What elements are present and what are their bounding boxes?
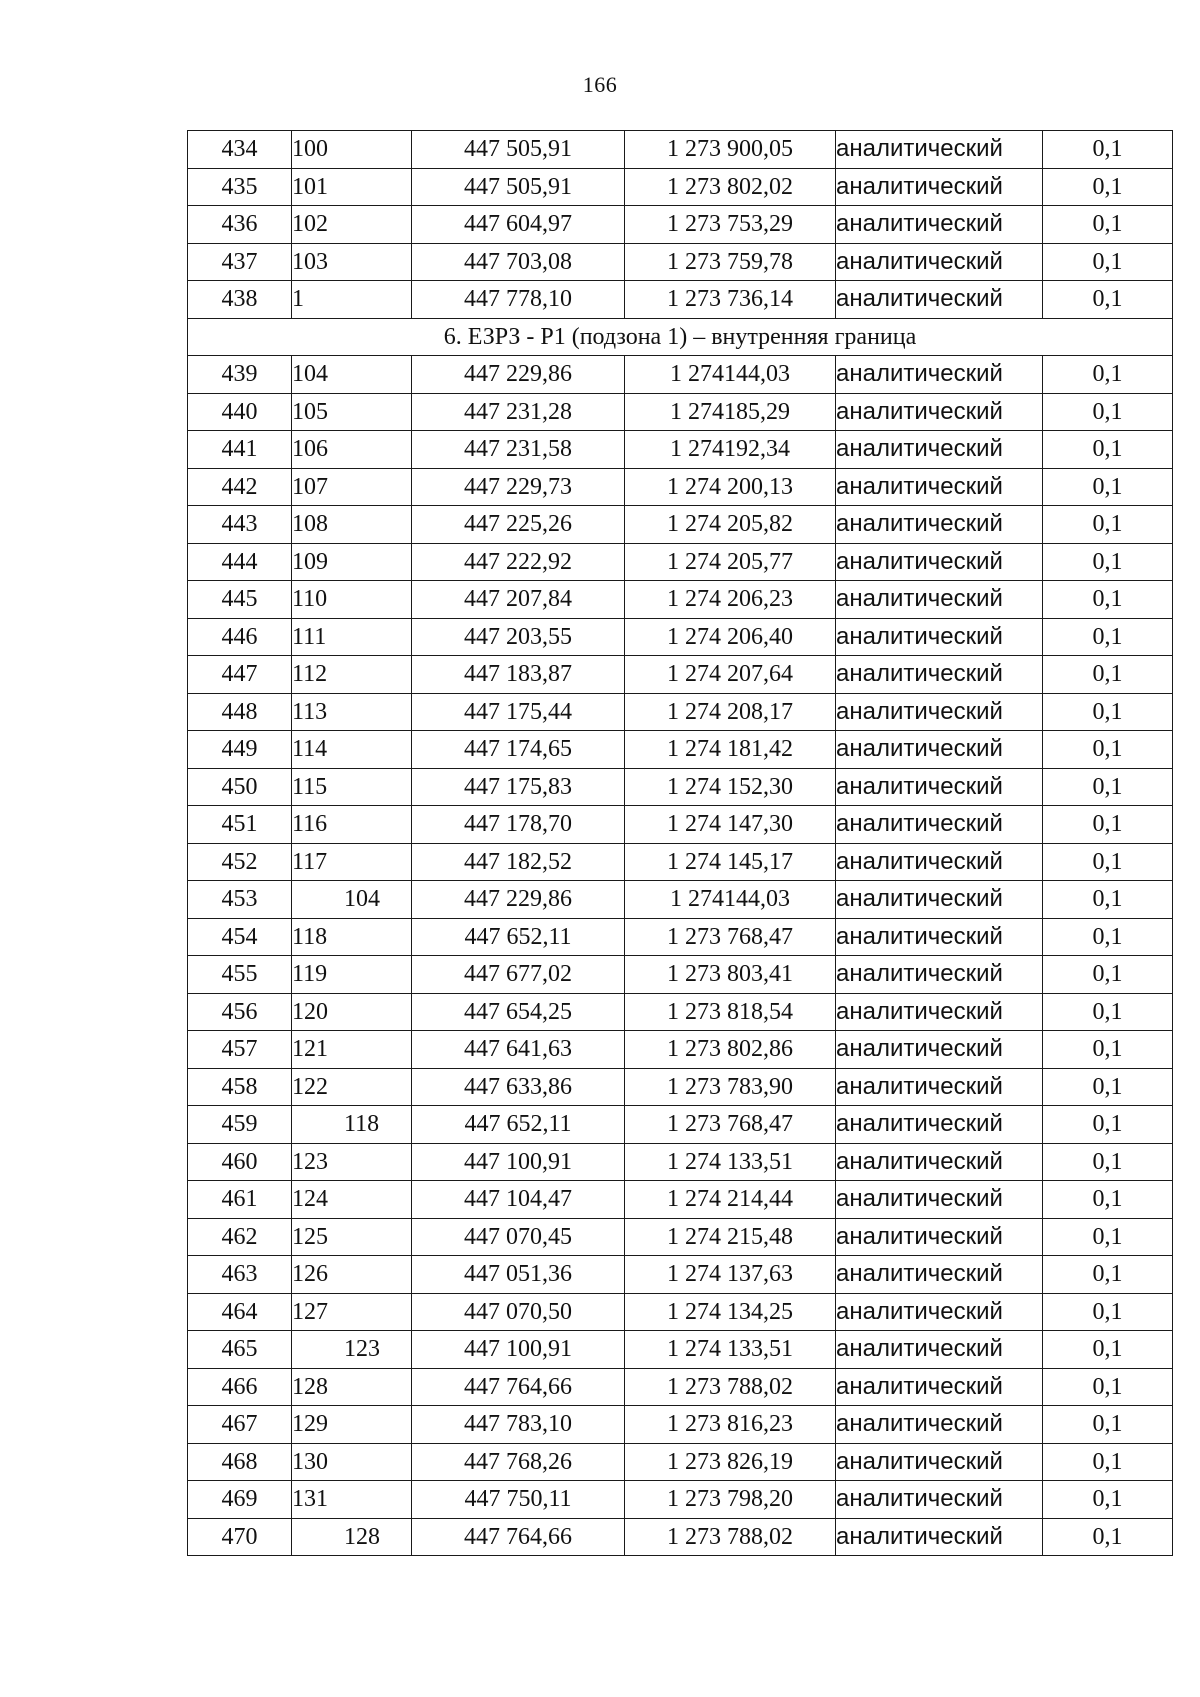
accuracy-value: 0,1	[1043, 1031, 1173, 1069]
coordinate-x: 447 100,91	[412, 1331, 625, 1369]
row-number: 440	[188, 393, 292, 431]
coordinate-x: 447 229,73	[412, 468, 625, 506]
point-number: 107	[292, 468, 412, 506]
point-number: 131	[292, 1481, 412, 1519]
coordinate-y: 1 274 133,51	[625, 1143, 836, 1181]
table-section	[188, 318, 1173, 356]
accuracy-value: 0,1	[1043, 1143, 1173, 1181]
coordinate-y: 1 273 802,02	[625, 168, 836, 206]
determination-method: аналитический	[836, 1143, 1043, 1181]
determination-method: аналитический	[836, 1181, 1043, 1219]
coordinate-y: 1 273 798,20	[625, 1481, 836, 1519]
determination-method: аналитический	[836, 468, 1043, 506]
row-number: 466	[188, 1368, 292, 1406]
determination-method: аналитический	[836, 1218, 1043, 1256]
determination-method: аналитический	[836, 956, 1043, 994]
determination-method: аналитический	[836, 1293, 1043, 1331]
row-number: 441	[188, 431, 292, 469]
point-number: 124	[292, 1181, 412, 1219]
coordinate-y: 1 274 205,77	[625, 543, 836, 581]
row-number: 459	[188, 1106, 292, 1144]
table-row	[188, 356, 1173, 394]
coordinate-x: 447 229,86	[412, 881, 625, 919]
table-row	[188, 618, 1173, 656]
coordinate-x: 447 783,10	[412, 1406, 625, 1444]
point-number: 101	[292, 168, 412, 206]
table-row	[188, 993, 1173, 1031]
point-number: 114	[292, 731, 412, 769]
table-row	[188, 581, 1173, 619]
row-number: 436	[188, 206, 292, 244]
coordinate-y: 1 274144,03	[625, 356, 836, 394]
point-number: 122	[292, 1068, 412, 1106]
row-number: 457	[188, 1031, 292, 1069]
row-number: 462	[188, 1218, 292, 1256]
row-number: 435	[188, 168, 292, 206]
row-number: 455	[188, 956, 292, 994]
accuracy-value: 0,1	[1043, 1368, 1173, 1406]
accuracy-value: 0,1	[1043, 356, 1173, 394]
table-row	[188, 1256, 1173, 1294]
determination-method: аналитический	[836, 431, 1043, 469]
coordinate-x: 447 231,58	[412, 431, 625, 469]
table-row	[188, 806, 1173, 844]
coordinate-x: 447 182,52	[412, 843, 625, 881]
table-row	[188, 506, 1173, 544]
row-number: 449	[188, 731, 292, 769]
coordinate-x: 447 703,08	[412, 243, 625, 281]
point-number: 118	[292, 1106, 412, 1144]
row-number: 450	[188, 768, 292, 806]
accuracy-value: 0,1	[1043, 731, 1173, 769]
determination-method: аналитический	[836, 1256, 1043, 1294]
point-number: 120	[292, 993, 412, 1031]
coordinate-x: 447 633,86	[412, 1068, 625, 1106]
accuracy-value: 0,1	[1043, 393, 1173, 431]
coordinate-y: 1 273 803,41	[625, 956, 836, 994]
coordinate-y: 1 273 802,86	[625, 1031, 836, 1069]
row-number: 454	[188, 918, 292, 956]
table-row	[188, 1481, 1173, 1519]
coordinate-y: 1 274 206,23	[625, 581, 836, 619]
table-row	[188, 1031, 1173, 1069]
row-number: 439	[188, 356, 292, 394]
coordinate-y: 1 273 768,47	[625, 1106, 836, 1144]
point-number: 117	[292, 843, 412, 881]
coordinate-y: 1 274 205,82	[625, 506, 836, 544]
point-number: 106	[292, 431, 412, 469]
table-body-top	[188, 131, 1173, 319]
point-number: 103	[292, 243, 412, 281]
coordinate-y: 1 273 816,23	[625, 1406, 836, 1444]
point-number: 116	[292, 806, 412, 844]
coordinate-x: 447 178,70	[412, 806, 625, 844]
page-number: 166	[582, 72, 618, 97]
coordinate-x: 447 604,97	[412, 206, 625, 244]
coordinate-x: 447 764,66	[412, 1368, 625, 1406]
coordinate-y: 1 273 788,02	[625, 1368, 836, 1406]
coordinate-x: 447 750,11	[412, 1481, 625, 1519]
table-row	[188, 1218, 1173, 1256]
point-number: 105	[292, 393, 412, 431]
coordinate-y: 1 274 134,25	[625, 1293, 836, 1331]
point-number: 126	[292, 1256, 412, 1294]
accuracy-value: 0,1	[1043, 956, 1173, 994]
point-number: 112	[292, 656, 412, 694]
coordinate-x: 447 641,63	[412, 1031, 625, 1069]
point-number: 118	[292, 918, 412, 956]
point-number: 125	[292, 1218, 412, 1256]
coordinate-y: 1 273 759,78	[625, 243, 836, 281]
table-row	[188, 918, 1173, 956]
coordinate-y: 1 274 145,17	[625, 843, 836, 881]
point-number: 104	[292, 881, 412, 919]
row-number: 467	[188, 1406, 292, 1444]
point-number: 127	[292, 1293, 412, 1331]
point-number: 100	[292, 131, 412, 169]
determination-method: аналитический	[836, 843, 1043, 881]
row-number: 453	[188, 881, 292, 919]
determination-method: аналитический	[836, 731, 1043, 769]
coordinate-x: 447 070,50	[412, 1293, 625, 1331]
table-row	[188, 468, 1173, 506]
coordinate-x: 447 652,11	[412, 918, 625, 956]
coordinate-y: 1 273 753,29	[625, 206, 836, 244]
determination-method: аналитический	[836, 543, 1043, 581]
accuracy-value: 0,1	[1043, 581, 1173, 619]
coordinate-y: 1 274 152,30	[625, 768, 836, 806]
row-number: 446	[188, 618, 292, 656]
point-number: 113	[292, 693, 412, 731]
determination-method: аналитический	[836, 1443, 1043, 1481]
point-number: 115	[292, 768, 412, 806]
row-number: 469	[188, 1481, 292, 1519]
accuracy-value: 0,1	[1043, 1406, 1173, 1444]
coordinate-x: 447 175,83	[412, 768, 625, 806]
determination-method: аналитический	[836, 1031, 1043, 1069]
coordinate-x: 447 222,92	[412, 543, 625, 581]
row-number: 468	[188, 1443, 292, 1481]
row-number: 463	[188, 1256, 292, 1294]
table-row	[188, 243, 1173, 281]
accuracy-value: 0,1	[1043, 431, 1173, 469]
point-number: 110	[292, 581, 412, 619]
determination-method: аналитический	[836, 993, 1043, 1031]
point-number: 128	[292, 1518, 412, 1556]
coordinate-x: 447 183,87	[412, 656, 625, 694]
table-row	[188, 881, 1173, 919]
coordinate-y: 1 274185,29	[625, 393, 836, 431]
coordinate-y: 1 273 783,90	[625, 1068, 836, 1106]
determination-method: аналитический	[836, 506, 1043, 544]
accuracy-value: 0,1	[1043, 1068, 1173, 1106]
row-number: 456	[188, 993, 292, 1031]
accuracy-value: 0,1	[1043, 543, 1173, 581]
coordinate-x: 447 174,65	[412, 731, 625, 769]
row-number: 470	[188, 1518, 292, 1556]
table-row	[188, 1068, 1173, 1106]
coordinate-x: 447 764,66	[412, 1518, 625, 1556]
row-number: 443	[188, 506, 292, 544]
determination-method: аналитический	[836, 1406, 1043, 1444]
coordinate-y: 1 273 900,05	[625, 131, 836, 169]
coordinate-x: 447 505,91	[412, 168, 625, 206]
table-row	[188, 656, 1173, 694]
point-number: 108	[292, 506, 412, 544]
accuracy-value: 0,1	[1043, 1331, 1173, 1369]
coordinate-y: 1 273 818,54	[625, 993, 836, 1031]
accuracy-value: 0,1	[1043, 881, 1173, 919]
coordinate-y: 1 274 137,63	[625, 1256, 836, 1294]
determination-method: аналитический	[836, 656, 1043, 694]
coordinate-y: 1 274 208,17	[625, 693, 836, 731]
coordinate-y: 1 274 206,40	[625, 618, 836, 656]
row-number: 445	[188, 581, 292, 619]
accuracy-value: 0,1	[1043, 506, 1173, 544]
row-number: 442	[188, 468, 292, 506]
determination-method: аналитический	[836, 1368, 1043, 1406]
table-row	[188, 206, 1173, 244]
table-row	[188, 1518, 1173, 1556]
accuracy-value: 0,1	[1043, 1256, 1173, 1294]
point-number: 130	[292, 1443, 412, 1481]
table-row	[188, 1293, 1173, 1331]
table-row	[188, 731, 1173, 769]
accuracy-value: 0,1	[1043, 1293, 1173, 1331]
determination-method: аналитический	[836, 1518, 1043, 1556]
coordinate-y: 1 273 736,14	[625, 281, 836, 319]
accuracy-value: 0,1	[1043, 693, 1173, 731]
coordinate-x: 447 231,28	[412, 393, 625, 431]
row-number: 444	[188, 543, 292, 581]
accuracy-value: 0,1	[1043, 768, 1173, 806]
row-number: 458	[188, 1068, 292, 1106]
table-row	[188, 1406, 1173, 1444]
point-number: 128	[292, 1368, 412, 1406]
point-number: 121	[292, 1031, 412, 1069]
coordinate-x: 447 070,45	[412, 1218, 625, 1256]
table-row	[188, 281, 1173, 319]
table-row	[188, 1331, 1173, 1369]
point-number: 102	[292, 206, 412, 244]
determination-method: аналитический	[836, 581, 1043, 619]
determination-method: аналитический	[836, 356, 1043, 394]
accuracy-value: 0,1	[1043, 243, 1173, 281]
point-number: 123	[292, 1143, 412, 1181]
accuracy-value: 0,1	[1043, 618, 1173, 656]
coordinate-x: 447 505,91	[412, 131, 625, 169]
coordinate-x: 447 778,10	[412, 281, 625, 319]
coordinate-x: 447 051,36	[412, 1256, 625, 1294]
row-number: 465	[188, 1331, 292, 1369]
accuracy-value: 0,1	[1043, 1181, 1173, 1219]
accuracy-value: 0,1	[1043, 1218, 1173, 1256]
coordinate-x: 447 654,25	[412, 993, 625, 1031]
accuracy-value: 0,1	[1043, 468, 1173, 506]
accuracy-value: 0,1	[1043, 843, 1173, 881]
coordinate-y: 1 274 147,30	[625, 806, 836, 844]
coordinate-x: 447 677,02	[412, 956, 625, 994]
row-number: 437	[188, 243, 292, 281]
accuracy-value: 0,1	[1043, 281, 1173, 319]
table-row	[188, 1443, 1173, 1481]
row-number: 460	[188, 1143, 292, 1181]
determination-method: аналитический	[836, 768, 1043, 806]
coordinate-y: 1 274 207,64	[625, 656, 836, 694]
accuracy-value: 0,1	[1043, 206, 1173, 244]
determination-method: аналитический	[836, 1331, 1043, 1369]
table-row	[188, 956, 1173, 994]
table-row	[188, 768, 1173, 806]
coordinate-x: 447 768,26	[412, 1443, 625, 1481]
row-number: 464	[188, 1293, 292, 1331]
table-row	[188, 1181, 1173, 1219]
accuracy-value: 0,1	[1043, 656, 1173, 694]
coordinate-y: 1 273 826,19	[625, 1443, 836, 1481]
table-row	[188, 1368, 1173, 1406]
coordinate-x: 447 203,55	[412, 618, 625, 656]
row-number: 461	[188, 1181, 292, 1219]
determination-method: аналитический	[836, 693, 1043, 731]
determination-method: аналитический	[836, 131, 1043, 169]
table-row	[188, 1106, 1173, 1144]
coordinate-y: 1 274192,34	[625, 431, 836, 469]
coordinate-y: 1 274144,03	[625, 881, 836, 919]
accuracy-value: 0,1	[1043, 918, 1173, 956]
section-header-row	[188, 318, 1173, 356]
table-row	[188, 393, 1173, 431]
point-number: 104	[292, 356, 412, 394]
table-row	[188, 168, 1173, 206]
coordinate-y: 1 274 200,13	[625, 468, 836, 506]
point-number: 129	[292, 1406, 412, 1444]
accuracy-value: 0,1	[1043, 806, 1173, 844]
determination-method: аналитический	[836, 281, 1043, 319]
coordinate-y: 1 274 215,48	[625, 1218, 836, 1256]
accuracy-value: 0,1	[1043, 1106, 1173, 1144]
determination-method: аналитический	[836, 168, 1043, 206]
row-number: 438	[188, 281, 292, 319]
coordinate-y: 1 273 788,02	[625, 1518, 836, 1556]
determination-method: аналитический	[836, 393, 1043, 431]
point-number: 109	[292, 543, 412, 581]
accuracy-value: 0,1	[1043, 131, 1173, 169]
point-number: 119	[292, 956, 412, 994]
row-number: 434	[188, 131, 292, 169]
coordinate-x: 447 229,86	[412, 356, 625, 394]
coordinate-x: 447 104,47	[412, 1181, 625, 1219]
determination-method: аналитический	[836, 1106, 1043, 1144]
row-number: 448	[188, 693, 292, 731]
coordinate-x: 447 100,91	[412, 1143, 625, 1181]
coordinate-y: 1 274 133,51	[625, 1331, 836, 1369]
row-number: 447	[188, 656, 292, 694]
determination-method: аналитический	[836, 618, 1043, 656]
determination-method: аналитический	[836, 918, 1043, 956]
table-body-bottom	[188, 356, 1173, 1556]
table-row	[188, 1143, 1173, 1181]
table-row	[188, 693, 1173, 731]
determination-method: аналитический	[836, 1481, 1043, 1519]
accuracy-value: 0,1	[1043, 1481, 1173, 1519]
coordinate-x: 447 207,84	[412, 581, 625, 619]
point-number: 1	[292, 281, 412, 319]
accuracy-value: 0,1	[1043, 168, 1173, 206]
coordinate-y: 1 273 768,47	[625, 918, 836, 956]
point-number: 123	[292, 1331, 412, 1369]
accuracy-value: 0,1	[1043, 993, 1173, 1031]
coordinate-x: 447 652,11	[412, 1106, 625, 1144]
coordinate-x: 447 225,26	[412, 506, 625, 544]
row-number: 452	[188, 843, 292, 881]
determination-method: аналитический	[836, 243, 1043, 281]
point-number: 111	[292, 618, 412, 656]
determination-method: аналитический	[836, 806, 1043, 844]
table-row	[188, 543, 1173, 581]
coordinate-x: 447 175,44	[412, 693, 625, 731]
row-number: 451	[188, 806, 292, 844]
accuracy-value: 0,1	[1043, 1518, 1173, 1556]
table-row	[188, 131, 1173, 169]
coordinate-y: 1 274 214,44	[625, 1181, 836, 1219]
determination-method: аналитический	[836, 206, 1043, 244]
section-title: 6. ЕЗРЗ - Р1 (подзона 1) – внутренняя граница	[188, 318, 1173, 356]
coordinates-table	[187, 130, 1173, 1556]
table-row	[188, 843, 1173, 881]
accuracy-value: 0,1	[1043, 1443, 1173, 1481]
determination-method: аналитический	[836, 881, 1043, 919]
determination-method: аналитический	[836, 1068, 1043, 1106]
table-row	[188, 431, 1173, 469]
coordinate-y: 1 274 181,42	[625, 731, 836, 769]
